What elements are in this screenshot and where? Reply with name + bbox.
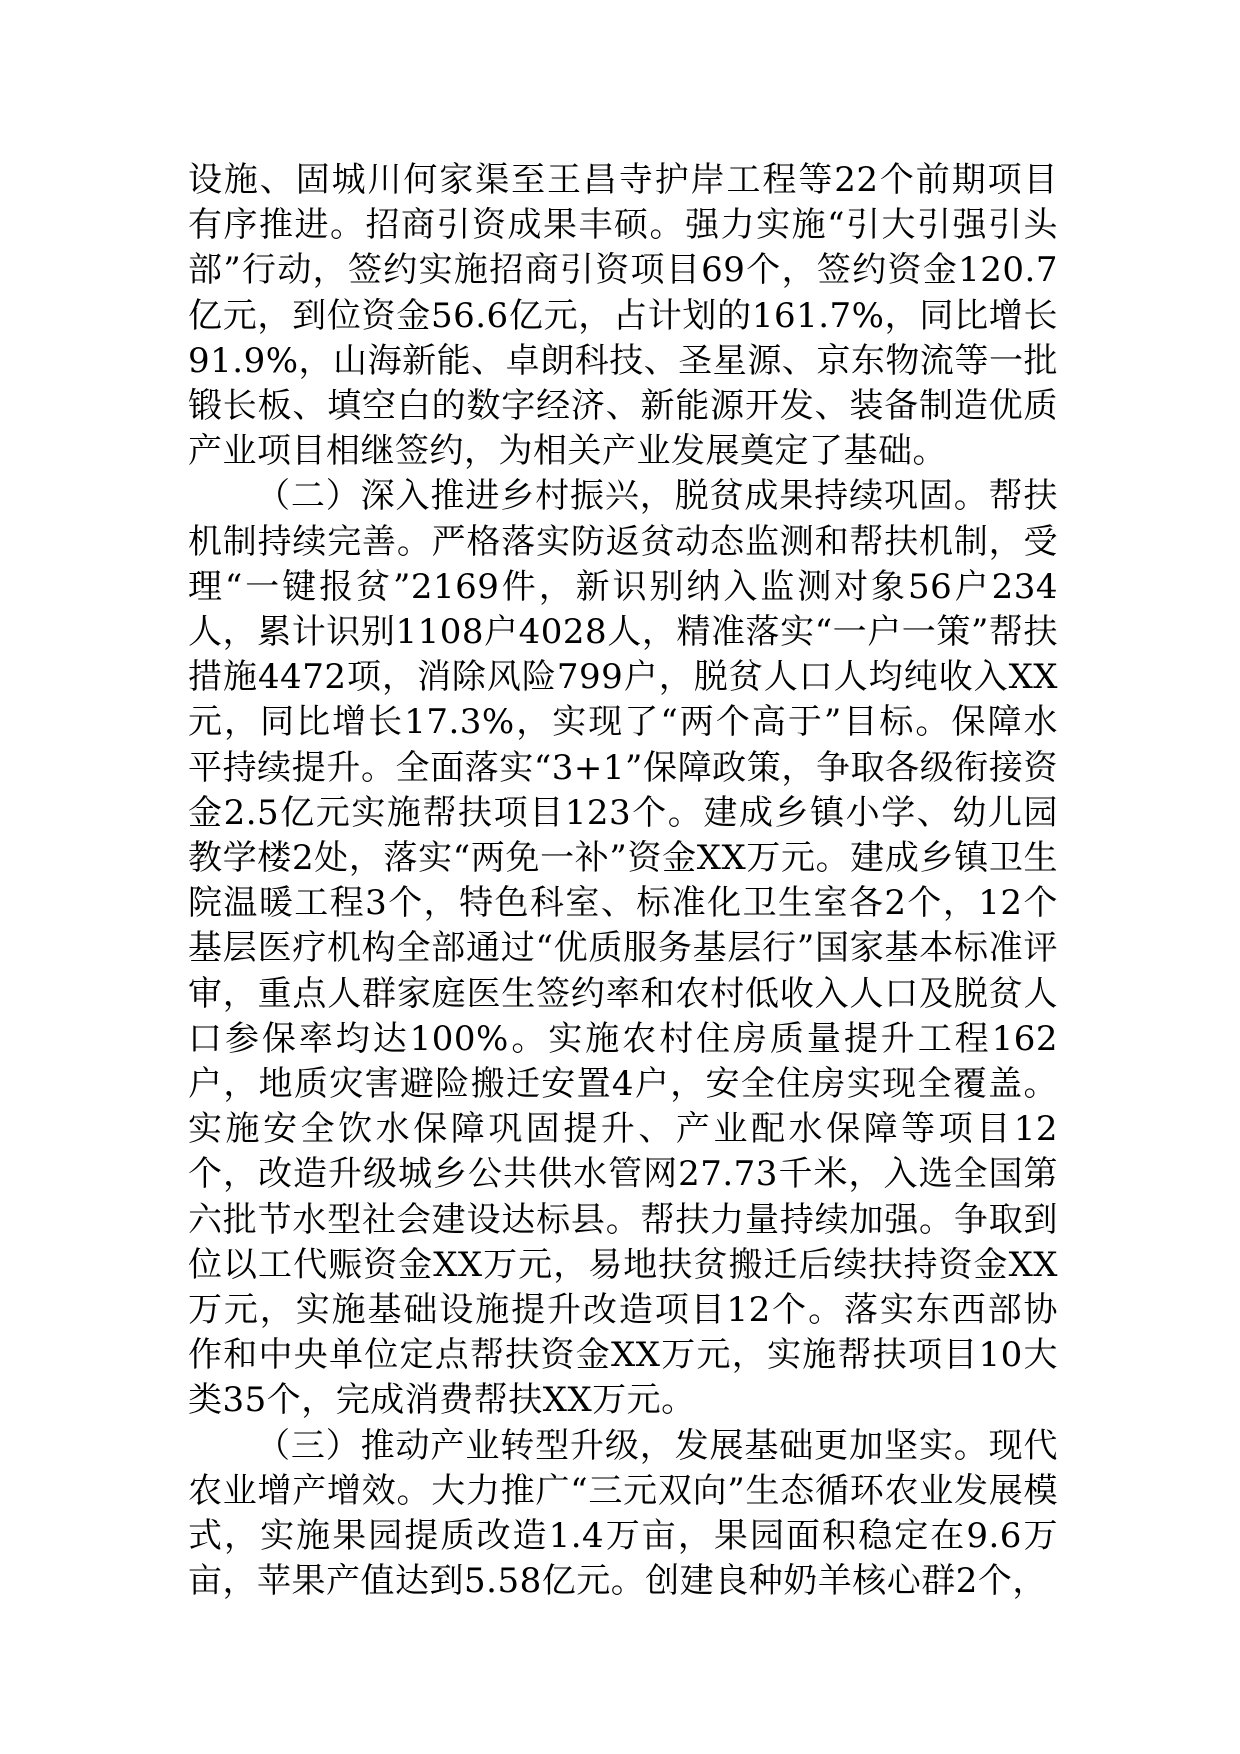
paragraph-project-investment: 设施、固城川何家渠至王昌寺护岸工程等22个前期项目有序推进。招商引资成果丰硕。强力实施“引大引强引头部”行动，签约实施招商引资项目69个，签约资金120.7亿元，到位资金56.6亿元，占计划的161.7%，同比增长91.9%，山海新能、卓朗科技、圣星源、京东物流等一批锻长板、填空白的数字经济、新能源开发、装备制造优质产业项目相继签约，为相关产业发展奠定了基础。 bbox=[188, 160, 1058, 472]
document-body bbox=[188, 158, 1058, 1605]
paragraph-rural-revitalization: （二）深入推进乡村振兴，脱贫成果持续巩固。帮扶机制持续完善。严格落实防返贫动态监测和帮扶机制，受理“一键报贫”2169件，新识别纳入监测对象56户234人，累计识别1108户4028人，精准落实“一户一策”帮扶措施4472项，消除风险799户，脱贫人口人均纯收入XX元，同比增长17.3%，实现了“两个高于”目标。保障水平持续提升。全面落实“3+1”保障政策，争取各级衔接资金2.5亿元实施帮扶项目123个。建成乡镇小学、幼儿园教学楼2处，落实“两免一补”资金XX万元。建成乡镇卫生院温暖工程3个，特色科室、标准化卫生室各2个，12个基层医疗机构全部通过“优质服务基层行”国家基本标准评审，重点人群家庭医生签约率和农村低收入人口及脱贫人口参保率均达100%。实施农村住房质量提升工程162户，地质灾害避险搬迁安置4户，安全住房实现全覆盖。实施安全饮水保障巩固提升、产业配水保障等项目12个，改造升级城乡公共供水管网27.73千米，入选全国第六批节水型社会建设达标县。帮扶力量持续加强。争取到位以工代赈资金XX万元，易地扶贫搬迁后续扶持资金XX万元，实施基础设施提升改造项目12个。落实东西部协作和中央单位定点帮扶资金XX万元，实施帮扶项目10大类35个，完成消费帮扶XX万元。 bbox=[188, 476, 1058, 1421]
paragraph-industry-upgrade: （三）推动产业转型升级，发展基础更加坚实。现代农业增产增效。大力推广“三元双向”生态循环农业发展模式，实施果园提质改造1.4万亩，果园面积稳定在9.6万亩，苹果产值达到5.58亿元。创建良种奶羊核心群2个， bbox=[188, 1425, 1058, 1602]
